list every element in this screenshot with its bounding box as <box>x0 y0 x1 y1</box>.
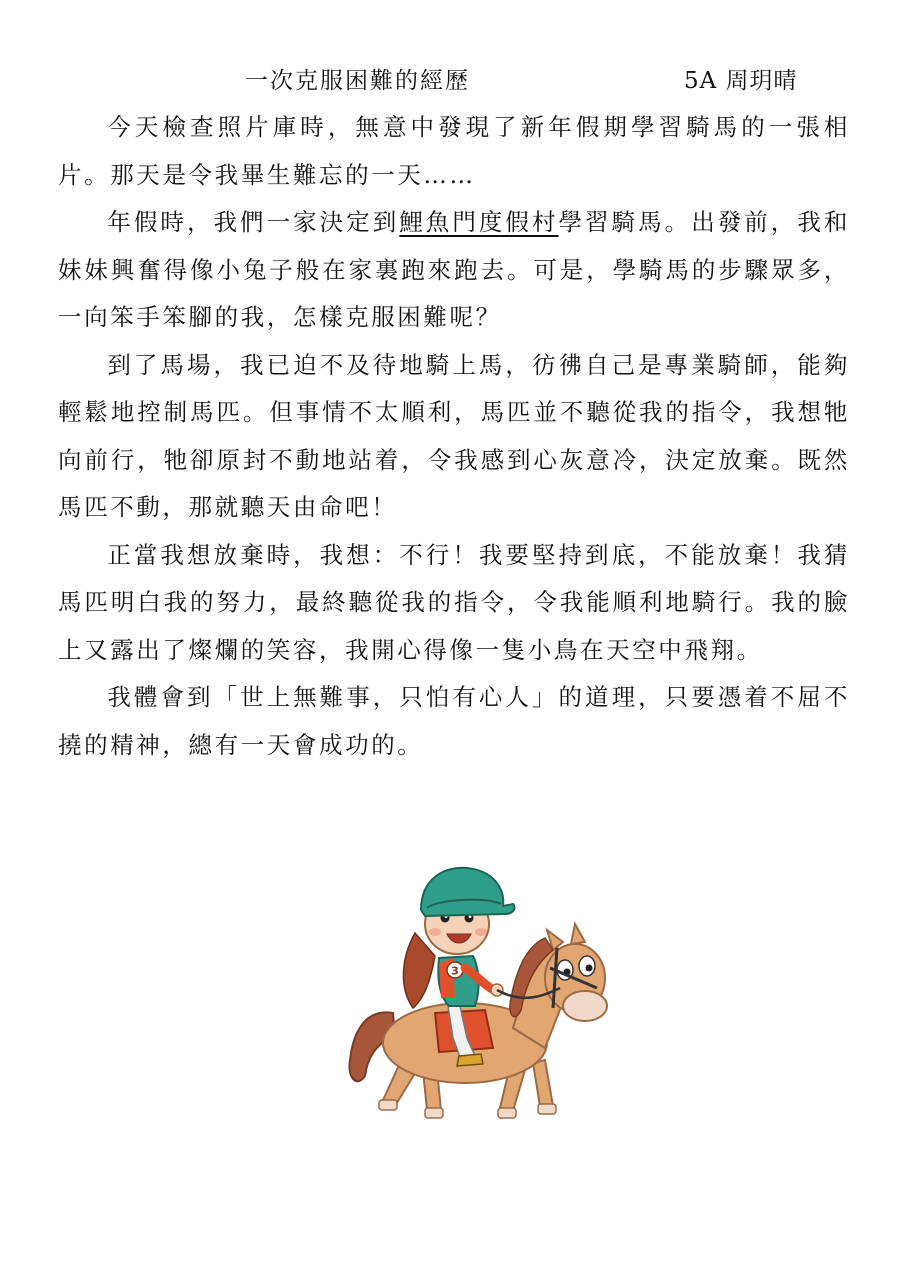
place-name-underlined: 鯉魚門度假村 <box>399 208 559 236</box>
essay-body <box>58 104 850 769</box>
paragraph-1: 今天檢查照片庫時，無意中發現了新年假期學習騎馬的一張相片。那天是令我畢生難忘的一天…… <box>58 113 850 189</box>
rider-hair <box>403 933 435 1008</box>
paragraph-2 <box>58 199 850 342</box>
jersey-number: 3 <box>451 964 459 978</box>
girl-riding-horse-illustration <box>335 838 615 1138</box>
essay-title: 一次克服困難的經歷 <box>245 68 470 94</box>
paragraph-3: 到了馬場，我已迫不及待地騎上馬，彷彿自己是專業騎師，能夠輕鬆地控制馬匹。但事情不太順利，馬匹並不聽從我的指令，我想牠向前行，牠卻原封不動地站着，令我感到心灰意冷，決定放棄。既然馬匹不動，那就聽天由命吧！ <box>58 350 850 521</box>
paragraph-4: 正當我想放棄時，我想：不行！我要堅持到底，不能放棄！我猜馬匹明白我的努力，最終聽從我的指令，令我能順利地騎行。我的臉上又露出了燦爛的笑容，我開心得像一隻小鳥在天空中飛翔。 <box>58 540 850 664</box>
header <box>0 62 905 98</box>
paragraph-5: 我體會到「世上無難事，只怕有心人」的道理，只要憑着不屈不撓的精神，總有一天會成功的。 <box>58 683 850 759</box>
author-name: 5A 周玥晴 <box>684 68 798 94</box>
paragraph-2-start: 年假時，我們一家決定到 <box>107 208 400 236</box>
paragraph-2-end: 學習騎馬。出發前，我和妹妹興奮得像小兔子般在家裏跑來跑去。可是，學騎馬的步驟眾多，一向笨手笨腳的我，怎樣克服困難呢？ <box>58 208 850 331</box>
horse-muzzle <box>563 991 607 1021</box>
rider-helmet <box>421 868 515 916</box>
